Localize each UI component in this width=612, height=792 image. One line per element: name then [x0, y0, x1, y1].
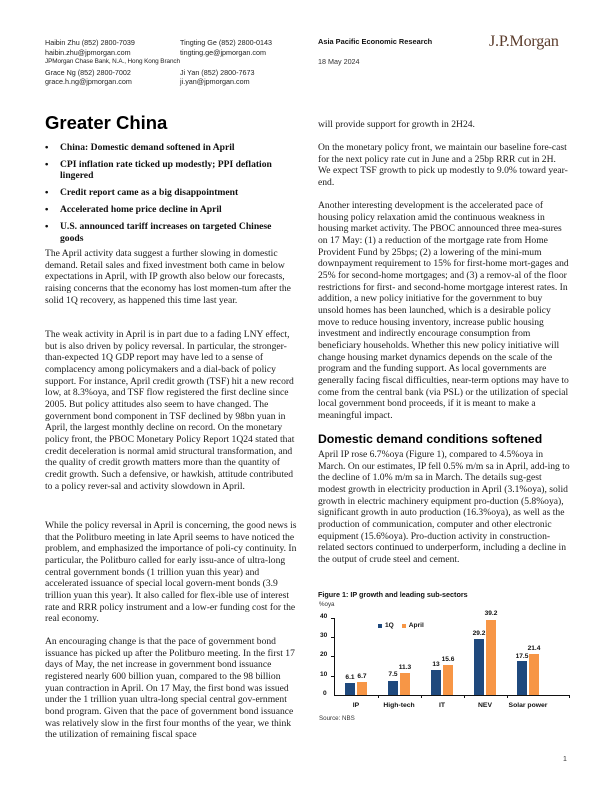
author-contacts-right	[180, 38, 272, 87]
figure-1-chart	[318, 590, 578, 725]
body-paragraph: On the monetary policy front, we maintain our baseline fore-cast for the next policy rate cut in June and a 25bp RRR cut in 2H. We expect TSF growth to pick up modestly to 9.0% toward year-end.	[318, 142, 568, 188]
bar-1q-high-tech	[388, 681, 398, 695]
y-axis-line	[334, 618, 335, 696]
bar-april-it	[443, 665, 453, 695]
bar-value-label: 11.3	[398, 664, 412, 671]
author-email-link[interactable]: ji.yan@jpmorgan.com	[180, 77, 250, 87]
bar-april-ip	[357, 682, 367, 695]
y-tick: 30	[320, 632, 328, 639]
chart-legend	[378, 622, 424, 629]
legend-swatch-1q	[378, 624, 382, 628]
bar-value-label: 6.1	[345, 674, 355, 681]
x-category-label: IP	[352, 702, 360, 709]
body-paragraph: April IP rose 6.7%oya (Figure 1), compared to 4.5%oya in March. On our estimates, IP fell 0.5% m/m sa in April, add-ing to the decline of 1.0% m/m sa in March. The details sug-gest modest growth in electricity production in April (3.1%oya), solid growth in electric machinery equipment pro-duction (5.8%oya), significant growth in auto production (16.3%oya), as well as the production of communication, computer and other electronic equipment (15.6%oya). Pro-duction activity in construction-related sectors continued to underperform, including a decline in the output of crude steel and cement.	[318, 449, 570, 565]
y-tick: 0	[323, 690, 327, 697]
legend-label-april: April	[408, 622, 424, 629]
body-paragraph: While the policy reversal in April is concerning, the good news is that the Politburo meeting in late April seems to have noticed the problem, and emphasized the importance of poli-cy continuity. In particular, the Politburo called for early issu-ance of ultra-long central government bonds (1 trillion yuan this year) and accelerated issuance of special local govern-ment bonds (3.9 trillion yuan this year). It also called for flex-ible use of interest rate and RRR policy instrument and a low-er funding cost for the real economy.	[45, 520, 297, 625]
y-tick: 10	[320, 671, 328, 678]
x-category-label: High-tech	[383, 702, 415, 709]
bar-value-label: 21.4	[527, 645, 541, 652]
page-number: 1	[563, 756, 567, 763]
bar-value-label: 6.7	[357, 673, 367, 680]
key-point: • Credit report came as a big disappointment	[45, 187, 295, 198]
author-contacts-left	[45, 38, 180, 87]
author-name-phone: Grace Ng (852) 2800-7002	[45, 67, 131, 77]
key-point: • CPI inflation rate ticked up modestly; PPI deflation lingered	[45, 159, 295, 182]
key-point: • Accelerated home price decline in April	[45, 204, 295, 215]
section-heading: Domestic demand conditions softened	[318, 432, 543, 446]
jpmorgan-logo: J.P.Morgan	[489, 33, 559, 50]
bar-value-label: 13	[432, 661, 440, 668]
legend-label-1q: 1Q	[385, 622, 394, 629]
y-tick: 20	[320, 651, 328, 658]
x-category-label: NEV	[478, 702, 492, 709]
bar-value-label: 17.5	[515, 653, 529, 660]
author-name-phone: Ji Yan (852) 2800-7673	[180, 67, 255, 77]
y-axis-label: %oya	[319, 601, 335, 608]
x-axis-line	[334, 695, 570, 696]
x-category-label: IT	[438, 702, 446, 709]
bar-1q-it	[431, 670, 441, 695]
y-tick: 40	[320, 613, 328, 620]
chart-title: Figure 1: IP growth and leading sub-sectors	[318, 590, 468, 599]
author-email-link[interactable]: haibin.zhu@jpmorgan.com	[45, 47, 131, 57]
bar-1q-solar-power	[517, 661, 527, 695]
key-point: • U.S. announced tariff increases on targeted Chinese goods	[45, 221, 295, 244]
body-paragraph: The April activity data suggest a further slowing in domestic demand. Retail sales and fixed investment both came in below expectations in April, with IP growth also below our forecasts, raising concerns that the economy has lost momen-tum after the solid 1Q recovery, as happened this time last year.	[45, 248, 291, 306]
bar-1q-nev	[474, 639, 484, 695]
bar-value-label: 15.6	[441, 656, 455, 663]
publication-date: 18 May 2024	[318, 57, 360, 66]
page-title: Greater China	[45, 112, 168, 133]
body-paragraph: Another interesting development is the accelerated pace of housing policy relaxation amid the continuous weakness in housing market activity. The PBOC announced three mea-sures on 17 May: (1) a reduction of the mortgage rate from Home Provident Fund by 25bps; (2) a lowering of the mini-mum downpayment requirement to 15% for first-home mort-gages and 25% for second-home mortgages; and (3) a remov-al of the floor restrictions for first- and second-home mortgage interest rates. In addition, a new policy initiative for the government to buy unsold homes has been launched, which is a desirable policy move to reduce housing inventory, increase public housing investment and indirectly encourage consumption from beneficiary households. Whether this new policy initiative will change housing market dynamics depends on the scale of the program and the funding support. As local governments are generally facing fiscal difficulties, near-term options may have to come from the central bank (via PSL) or the utilization of special local government bond proceeds, if it is meant to make a meaningful impact.	[318, 200, 569, 421]
bar-value-label: 29.2	[472, 630, 486, 637]
bar-value-label: 7.5	[388, 671, 398, 678]
body-paragraph: will provide support for growth in 2H24.	[318, 119, 475, 130]
key-points-list	[45, 142, 295, 250]
legend-swatch-april	[402, 624, 406, 628]
x-category-label: Solar power	[508, 702, 548, 709]
author-email-link[interactable]: tingting.ge@jpmorgan.com	[180, 47, 267, 57]
publication-name: Asia Pacific Economic Research	[318, 37, 433, 46]
body-paragraph: The weak activity in April is in part due to a fading LNY effect, but is also driven by policy reversal. In particular, the stronger-than-expected 1Q GDP report may have led to a sense of complacency among policymakers and a dial-back of policy support. For instance, April credit growth (TSF) hit a new record low, at 8.3%oya, and TSF flow registered the first decline since 2005. But policy attitudes also seem to have changed. The government bond component in TSF declined by 98bn yuan in April, the largest monthly decline on record. On the monetary policy front, the PBOC Monetary Policy Report 1Q24 stated that credit deceleration is normal amid structural transformation, and the quality of credit growth matters more than the quantity of credit growth. Such a defensive, or hawkish, attitude contributed to a policy rever-sal and activity slowdown in April.	[45, 329, 295, 492]
bar-value-label: 39.2	[484, 610, 498, 617]
branch-name: JPMorgan Chase Bank, N.A., Hong Kong Branch	[45, 58, 180, 66]
author-name-phone: Tingting Ge (852) 2800-0143	[180, 38, 273, 47]
body-paragraph: An encouraging change is that the pace of government bond issuance has picked up after the Politburo meeting. In the first 17 days of May, the net increase in government bond issuance registered nearly 600 billion yuan, compared to the 98 billion yuan contraction in April. On 17 May, the first bond was issued under the 1 trillion yuan ultra-long special central gov-ernment bond program. Given that the pace of government bond issuance was relatively slow in the first four months of the year, we think the utilization of remaining fiscal space	[45, 636, 295, 741]
key-point: • China: Domestic demand softened in April	[45, 142, 295, 153]
author-email-link[interactable]: grace.h.ng@jpmorgan.com	[45, 77, 132, 87]
bar-1q-ip	[345, 683, 355, 695]
chart-source: Source: NBS	[319, 715, 355, 722]
author-name-phone: Haibin Zhu (852) 2800-7039	[45, 38, 135, 47]
